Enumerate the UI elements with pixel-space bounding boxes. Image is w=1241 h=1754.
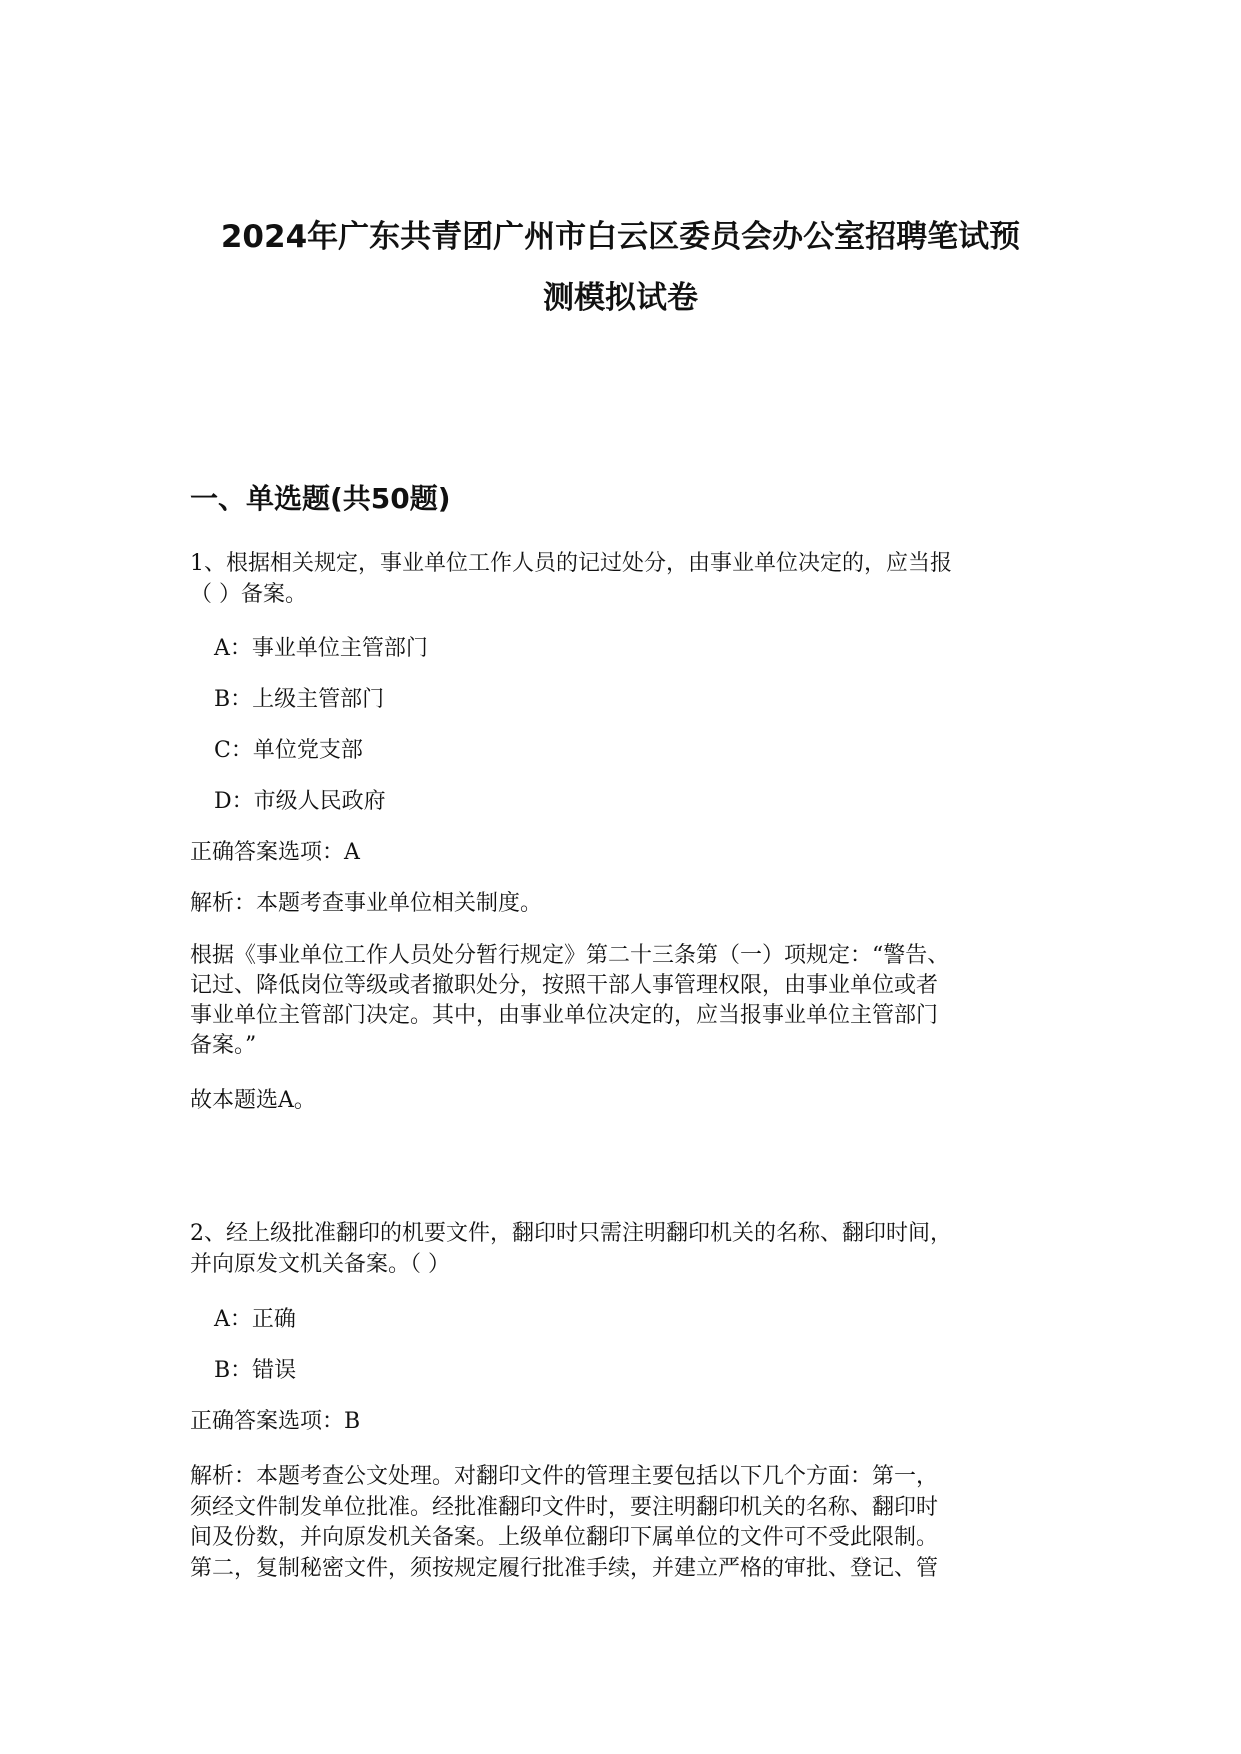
question-1-answer: 正确答案选项：A [190, 840, 360, 865]
question-1-analysis-line: 解析：本题考查事业单位相关制度。 [190, 891, 543, 916]
document-title-line-1: 2024年广东共青团广州市白云区委员会办公室招聘笔试预 [220, 219, 1021, 255]
question-1-option-b: B：上级主管部门 [214, 687, 385, 712]
question-1-option-a: A：事业单位主管部门 [214, 636, 428, 661]
question-1-analysis-line: 备案。” [190, 1033, 257, 1058]
question-2-analysis-line: 第二，复制秘密文件，须按规定履行批准手续，并建立严格的审批、登记、管 [190, 1556, 939, 1581]
question-2-answer: 正确答案选项：B [190, 1409, 361, 1434]
question-2-analysis-line: 解析：本题考查公文处理。对翻印文件的管理主要包括以下几个方面：第一， [190, 1464, 939, 1489]
question-2-option-a: A：正确 [214, 1307, 296, 1332]
question-2-stem-line-2: 并向原发文机关备案。（ ） [190, 1252, 450, 1277]
question-2-analysis-line: 间及份数，并向原发机关备案。上级单位翻印下属单位的文件可不受此限制。 [190, 1525, 939, 1550]
document-title-line-2: 测模拟试卷 [543, 280, 698, 316]
question-1-analysis-line: 记过、降低岗位等级或者撤职处分，按照干部人事管理权限，由事业单位或者 [190, 973, 939, 998]
question-2-option-b: B：错误 [214, 1358, 297, 1383]
question-1-stem-line-1: 1、根据相关规定，事业单位工作人员的记过处分，由事业单位决定的，应当报 [190, 551, 952, 576]
section-heading: 一、单选题(共50题) [190, 482, 451, 515]
question-1-analysis-line: 事业单位主管部门决定。其中，由事业单位决定的，应当报事业单位主管部门 [190, 1003, 939, 1028]
question-1-analysis-line: 故本题选A。 [190, 1088, 316, 1113]
question-2-analysis-line: 须经文件制发单位批准。经批准翻印文件时，要注明翻印机关的名称、翻印时 [190, 1495, 939, 1520]
question-1-stem-line-2: （ ）备案。 [190, 582, 307, 607]
question-2-stem-line-1: 2、经上级批准翻印的机要文件，翻印时只需注明翻印机关的名称、翻印时间， [190, 1221, 952, 1246]
question-1-option-d: D：市级人民政府 [214, 789, 386, 814]
question-1-option-c: C：单位党支部 [214, 738, 363, 763]
question-1-analysis-line: 根据《事业单位工作人员处分暂行规定》第二十三条第（一）项规定：“警告、 [190, 943, 950, 968]
